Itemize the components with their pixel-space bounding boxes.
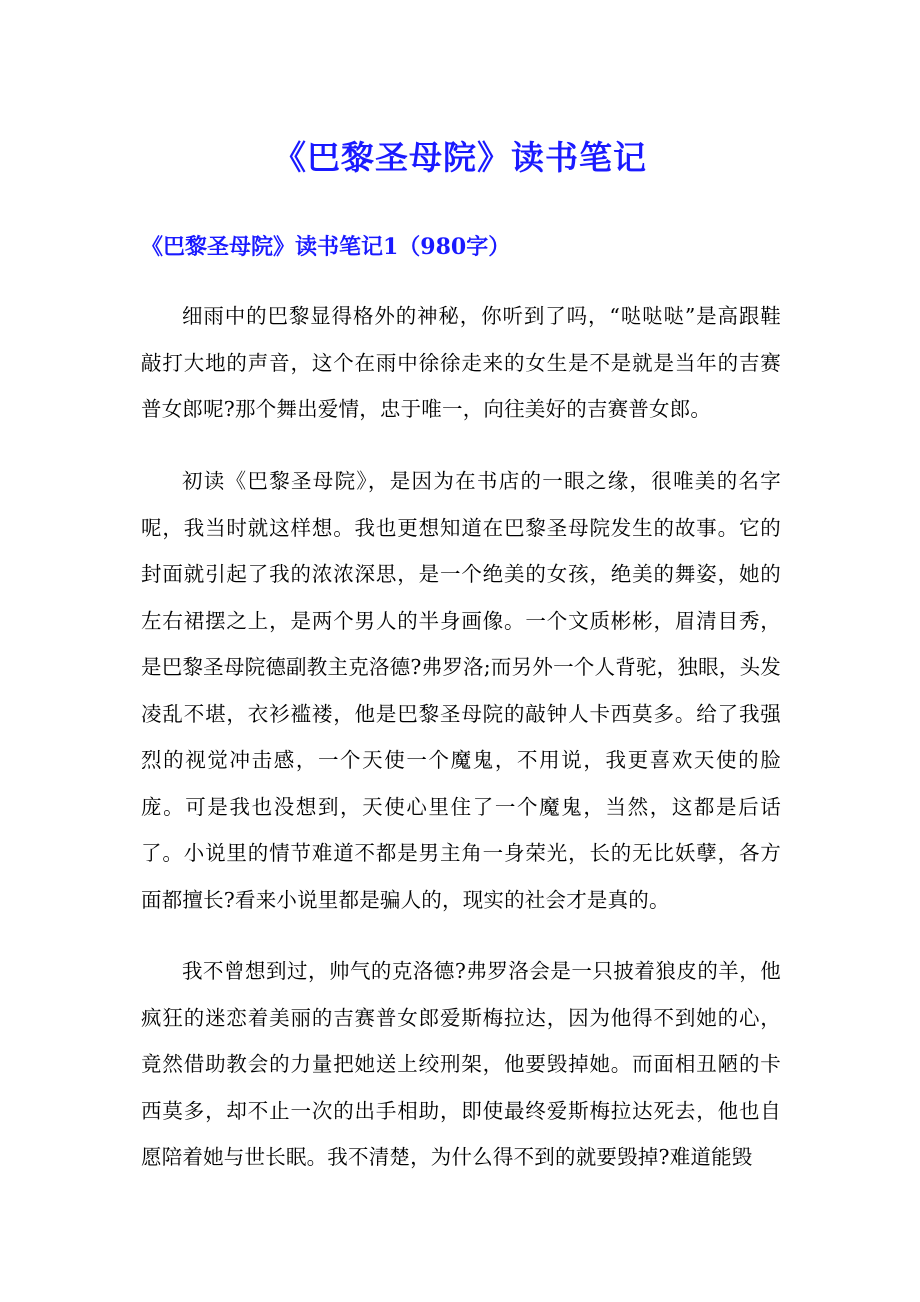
paragraph-3: 我不曾想到过，帅气的克洛德?弗罗洛会是一只披着狼皮的羊，他疯狂的迷恋着美丽的吉赛普女郎爱斯梅拉达，因为他得不到她的心，竟然借助教会的力量把她送上绞刑架，他要毁掉她。而面相丑陋的卡西莫多，却不止一次的出手相助，即使最终爱斯梅拉达死去，他也自愿陪着她与世长眠。我不清楚，为什么得不到的就要毁掉?难道能毁 — [141, 959, 781, 1169]
paragraph-2: 初读《巴黎圣母院》，是因为在书店的一眼之缘，很唯美的名字呢，我当时就这样想。我也更想知道在巴黎圣母院发生的故事。它的封面就引起了我的浓浓深思，是一个绝美的女孩，绝美的舞姿，她的左右裙摆之上，是两个男人的半身画像。一个文质彬彬，眉清目秀，是巴黎圣母院德副教主克洛德?弗罗洛;而另外一个人背驼，独眼，头发凌乱不堪，衣衫褴褛，他是巴黎圣母院的敲钟人卡西莫多。给了我强烈的视觉冲击感，一个天使一个魔鬼，不用说，我更喜欢天使的脸庞。可是我也没想到，天使心里住了一个魔鬼，当然，这都是后话了。小说里的情节难道不都是男主角一身荣光，长的无比妖孽，各方面都擅长?看来小说里都是骗人的，现实的社会才是真的。 — [141, 469, 781, 912]
paragraph-1: 细雨中的巴黎显得格外的神秘，你听到了吗，“哒哒哒”是高跟鞋敲打大地的声音，这个在雨中徐徐走来的女生是不是就是当年的吉赛普女郎呢?那个舞出爱情，忠于唯一，向往美好的吉赛普女郎。 — [141, 304, 781, 421]
section-heading: 《巴黎圣母院》读书笔记1（980字） — [141, 234, 511, 260]
document-title: 《巴黎圣母院》读书笔记 — [273, 138, 647, 177]
